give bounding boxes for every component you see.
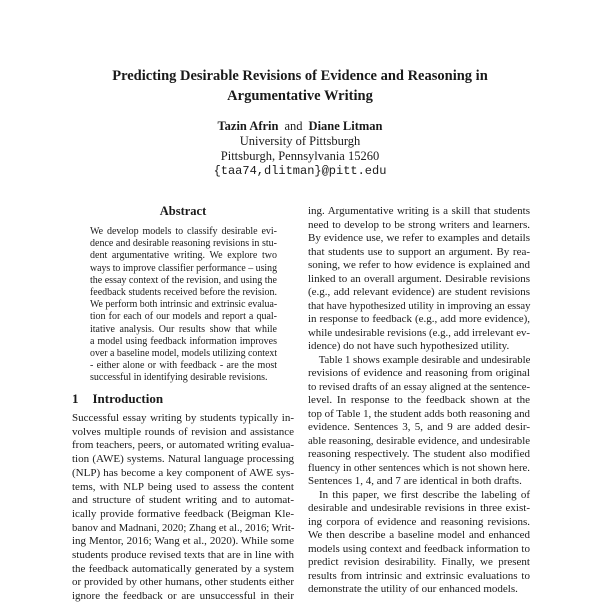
text-line: a model using feedback information improves [90,335,277,347]
text-line: successful in identifying desirable revisions. [90,372,268,384]
title-line: Predicting Desirable Revisions of Evidence and Reasoning in [112,68,488,84]
text-line: demonstrate the utility of our enhanced models. [308,583,518,595]
section-title: Introduction [92,391,164,406]
text-line: ing corpora of evidence and reasoning revisions. [308,515,530,528]
text-line: We develop models to classify desirable evi- [90,226,277,237]
introduction-body [72,412,294,604]
text-line: ing. Argumentative writing is a skill that students [308,205,530,217]
text-line: dent argumentative writing. We explore two [90,250,277,262]
text-line: linked to an overall argument. Desirable revisions [308,272,530,285]
text-line: (e.g., add relevant evidence) are student revisions [308,286,530,298]
text-line: We perform both intrinsic and extrinsic evalua- [90,299,278,311]
text-line: to revised drafts of an essay aligned at the sentence- [308,380,530,393]
text-line: tion (AWE) systems. Natural language processing [72,453,294,466]
title-line: Argumentative Writing [227,88,373,104]
text-line: from teachers, peers, or automated writing evalua- [72,439,294,452]
abstract-body [90,226,277,385]
author-conjunction: and [284,119,303,133]
text-line: the feedback automatically generated by a system [72,562,294,575]
text-line: idence) do not have such hypothesized utility. [308,340,510,352]
paragraph [308,205,530,354]
text-line: volves multiple rounds of revision and assistance [72,425,294,438]
text-line: over a baseline model, models utilizing context [90,348,278,360]
paragraph [308,354,530,489]
text-line: desirable and undesirable revisions in three exist- [308,502,530,514]
text-line: soning, we refer to how evidence is explained and [308,259,530,271]
author-name: Tazin Afrin [217,119,279,133]
text-line: level. In response to the feedback shown at the [308,394,530,406]
text-line: (NLP) has become a key component of AWE sys- [72,466,294,479]
text-line: Successful essay writing by students typically in- [72,412,294,424]
text-line: ically provide formative feedback (Beigman Kle- [72,507,294,520]
text-line: dence and desirable reasoning revisions in stu- [90,238,277,250]
text-line: tion for each of our models and report a qual- [90,311,277,323]
text-line: By evidence use, we refer to examples and details [308,232,530,244]
paragraph [90,226,277,385]
text-line: fluency in other sentences which is not shown here. [308,461,530,474]
text-line: In this paper, we first describe the labeling of [319,488,530,501]
text-line: We then describe a baseline model and enhanced [308,529,530,541]
email: {taa74,dlitman}@pitt.edu [213,164,387,178]
text-line: Sentences 1, 4, and 7 are identical in both drafts. [308,475,522,487]
text-line: ways to improve classifier performance – using [90,262,277,274]
text-line: evidence. Sentences 3, 5, and 9 are added desir- [308,421,530,433]
text-line: tems, with NLP being used to assess the content [72,480,294,493]
text-line: models using context and feedback information to [308,542,530,555]
text-line: the essay context of the revision, and using the [90,274,277,286]
text-line: top of Table 1, the student adds both reasoning and [308,407,530,420]
affiliation: University of Pittsburgh [239,134,361,148]
text-line: results from intrinsic and extrinsic evaluations to [308,569,530,582]
text-line: revisions of evidence and reasoning from original [308,367,530,379]
text-line: in response to feedback (e.g., add more evidence), [308,313,530,325]
text-line: students produce revised texts that are in line with [72,549,294,562]
author-name: Diane Litman [308,119,383,133]
abstract-heading: Abstract [159,204,207,218]
text-line: ing Mentor, 2016; Wang et al., 2020). While some [72,535,294,548]
right-column-body [308,205,530,597]
text-line: reasoning respectively. The student also modified [308,448,530,460]
text-line: that have hypothesized utility in improving an essay [308,299,531,312]
text-line: while undesirable revisions (e.g., add irrelevant ev- [308,326,530,339]
text-line: predict revision desirability. Finally, we present [308,556,530,568]
text-line: itative analysis. Our results show that while [90,323,277,335]
section-heading-introduction [72,391,163,406]
text-line: ignore the feedback or are unsuccessful in their [72,590,294,603]
text-line: - either alone or with feedback - are the most [90,360,277,372]
text-line: able reasoning, desirable evidence, and undesirable [308,434,530,447]
paragraph [308,489,530,597]
author-names [0,119,600,134]
section-number: 1 [72,391,79,406]
paragraph [72,412,294,604]
address: Pittsburgh, Pennsylvania 15260 [220,149,380,163]
text-line: that students use to support an argument. By rea- [308,245,530,258]
text-line: and structure of student writing and to automat- [72,494,294,507]
paper-title [0,66,600,106]
text-line: or provided by other humans, other students either [72,576,294,589]
author-block [0,119,600,179]
text-line: Table 1 shows example desirable and undesirable [318,353,531,366]
text-line: feedback students received before the revision. [90,287,277,299]
text-line: banov and Madnani, 2020; Zhang et al., 2016; Writ- [72,521,295,534]
text-line: need to develop to be strong writers and learners. [308,218,530,231]
